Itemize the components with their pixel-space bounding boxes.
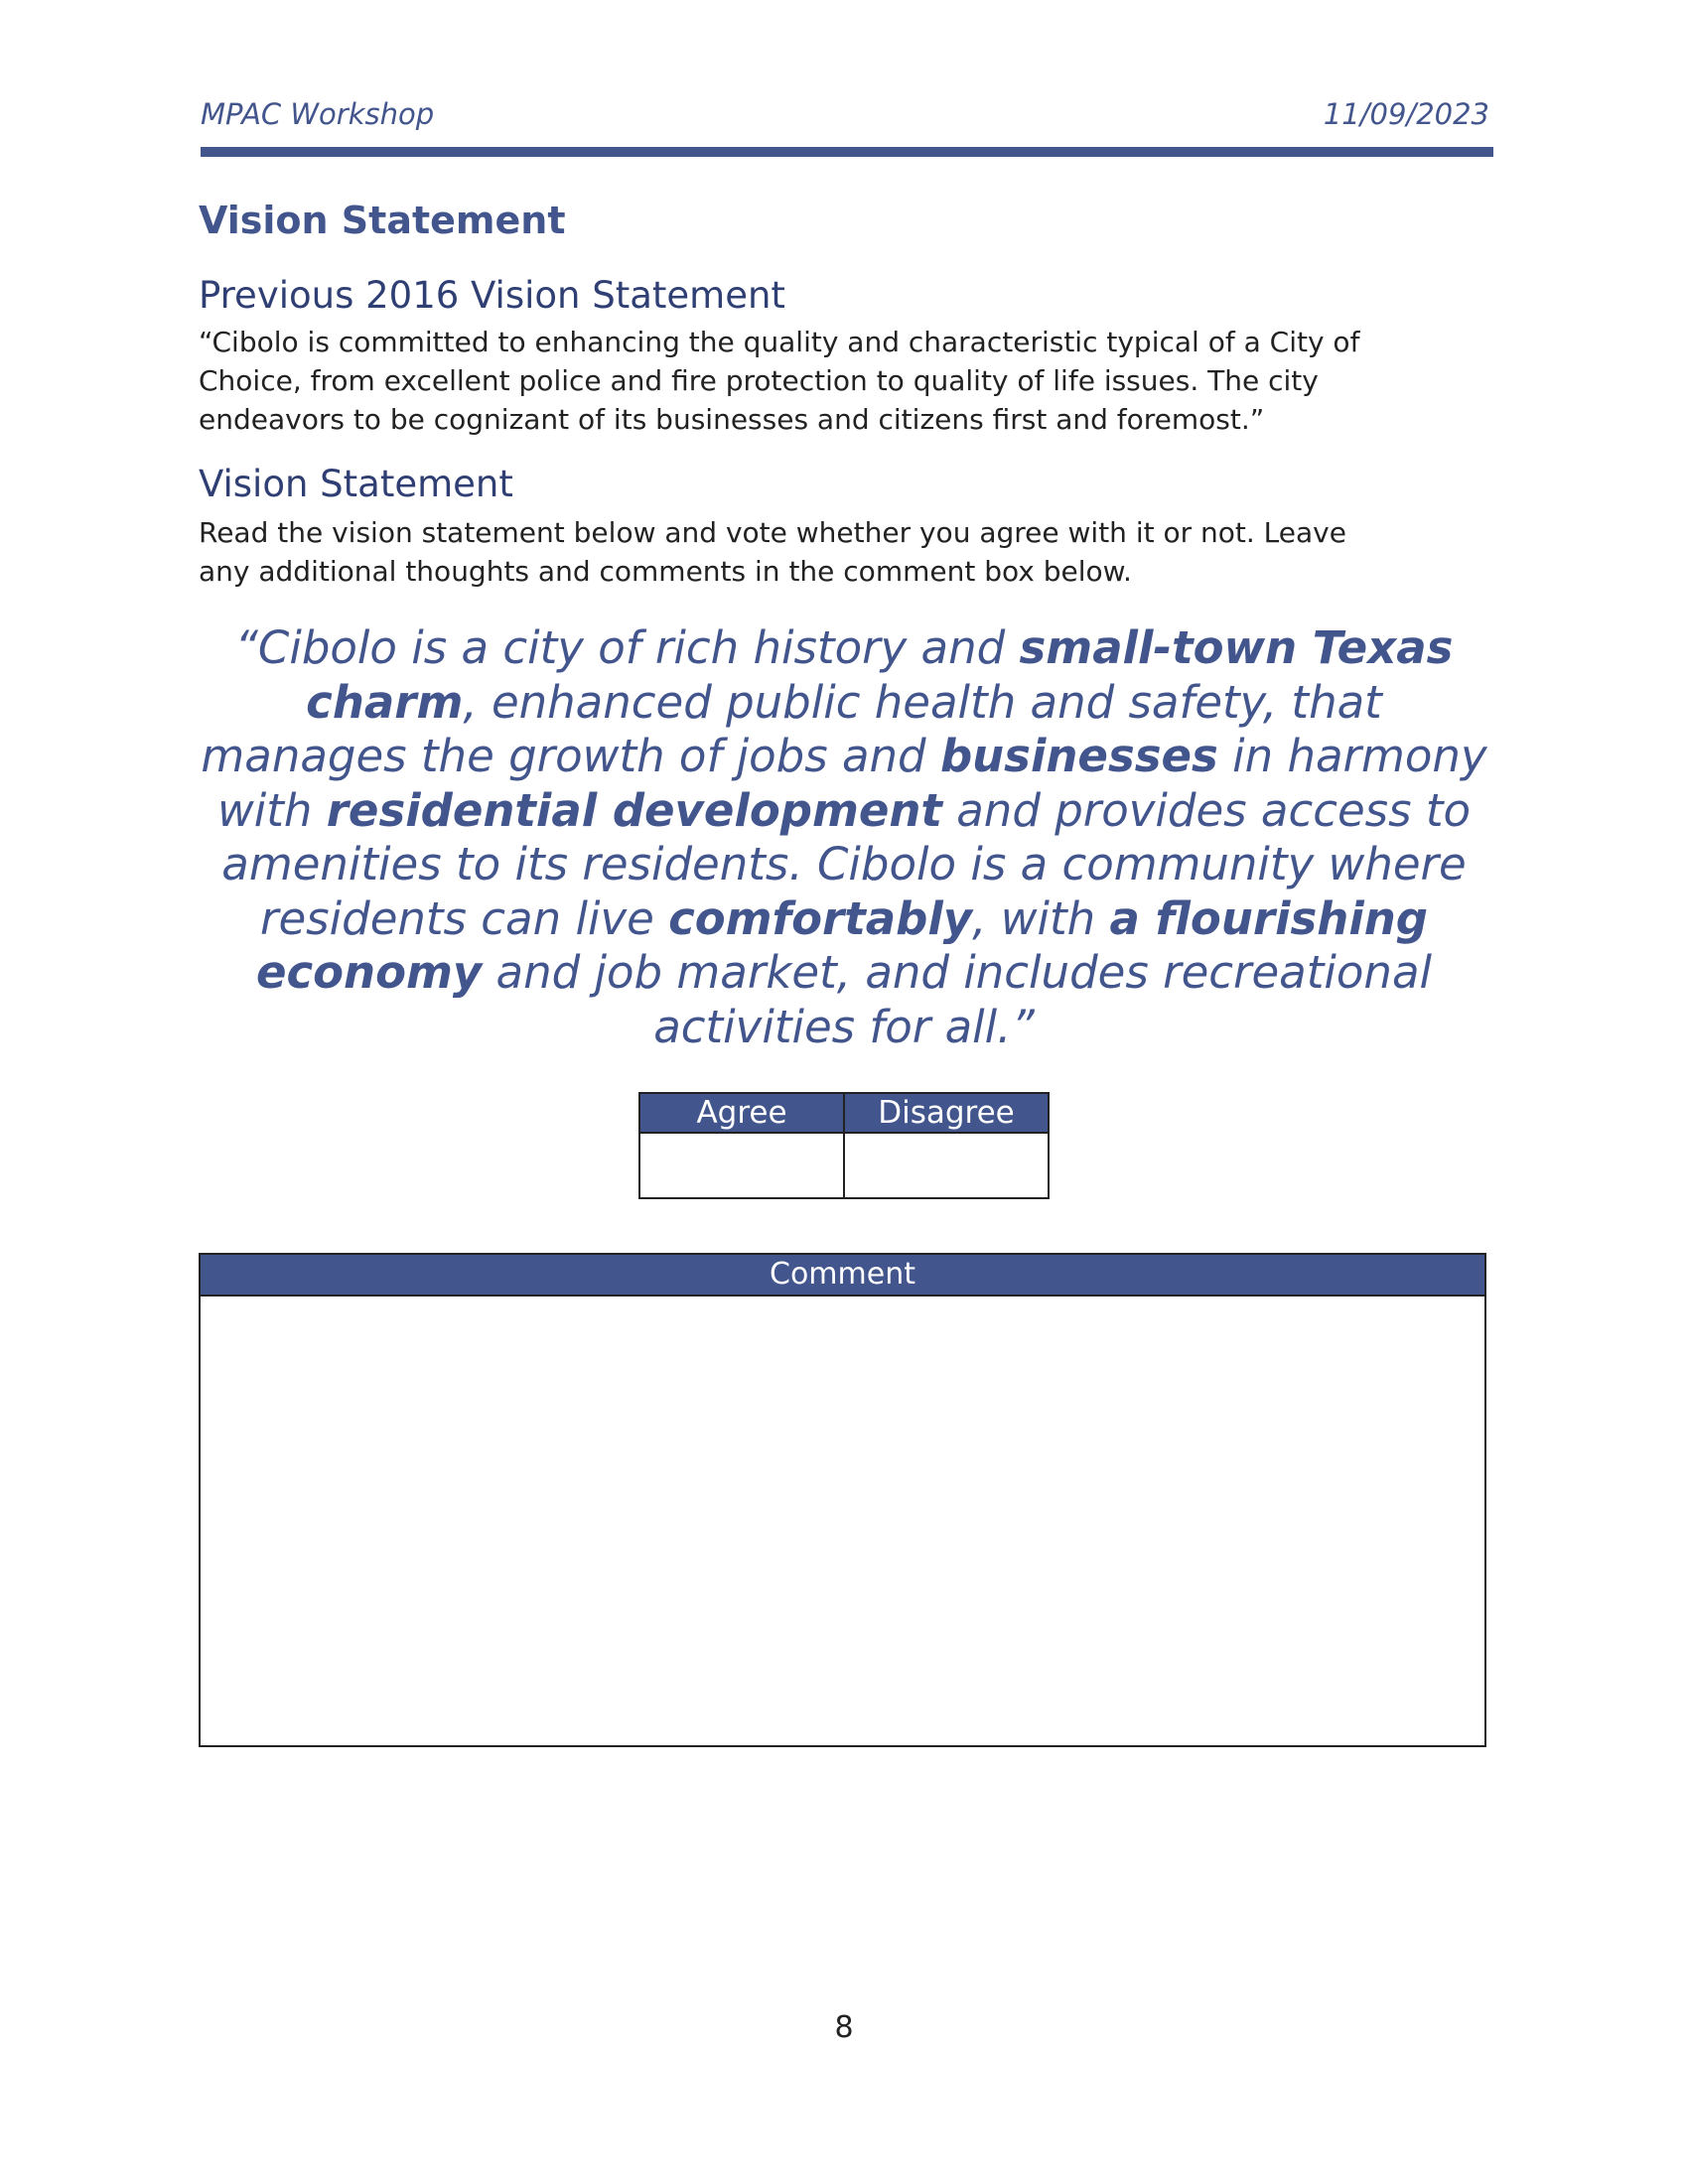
comment-area[interactable] <box>201 1297 1484 1747</box>
page-header <box>201 97 1489 139</box>
agree-header: Agree <box>639 1093 844 1133</box>
quote-text: , with <box>972 891 1110 945</box>
quote-emphasis: small-town Texas charm <box>306 621 1454 729</box>
comment-header: Comment <box>201 1255 1484 1297</box>
header-date: 11/09/2023 <box>1323 97 1489 131</box>
quote-emphasis: residential development <box>326 783 942 837</box>
previous-vision-line: Choice, from excellent police and fire protection to quality of life issues. The city <box>199 364 1319 397</box>
disagree-vote-cell[interactable] <box>844 1133 1049 1198</box>
previous-vision-heading: Previous 2016 Vision Statement <box>199 274 785 317</box>
instructions-line: Read the vision statement below and vote whether you agree with it or not. Leave <box>199 516 1346 549</box>
header-title: MPAC Workshop <box>201 97 435 131</box>
quote-text: and job market, and includes recreational activities for all.” <box>482 946 1433 1053</box>
section-title: Vision Statement <box>199 199 566 242</box>
header-divider <box>201 147 1493 157</box>
previous-vision-line: “Cibolo is committed to enhancing the quality and characteristic typical of a City of <box>199 326 1360 358</box>
vision-statement-quote <box>199 621 1489 1054</box>
previous-vision-line: endeavors to be cognizant of its businesses and citizens first and foremost.” <box>199 403 1265 436</box>
quote-text: , enhanced public health and safety, that manages the growth of jobs and <box>201 675 1382 782</box>
quote-emphasis: a flourishing economy <box>255 891 1428 999</box>
comment-box <box>199 1253 1486 1747</box>
instructions-line: any additional thoughts and comments in the comment box below. <box>199 555 1132 588</box>
previous-vision-text <box>199 323 1489 439</box>
quote-text: and provides access to amenities to its residents. Cibolo is a community where residents can live <box>221 783 1472 945</box>
vision-heading: Vision Statement <box>199 463 513 505</box>
quote-emphasis: comfortably <box>668 891 973 945</box>
vote-table <box>638 1092 1050 1199</box>
disagree-header: Disagree <box>844 1093 1049 1133</box>
agree-vote-cell[interactable] <box>639 1133 844 1198</box>
page-number: 8 <box>834 2010 854 2045</box>
quote-emphasis: businesses <box>939 730 1218 782</box>
vision-instructions <box>199 513 1489 591</box>
quote-text: “Cibolo is a city of rich history and <box>234 621 1020 674</box>
quote-text: in harmony with <box>216 730 1487 837</box>
